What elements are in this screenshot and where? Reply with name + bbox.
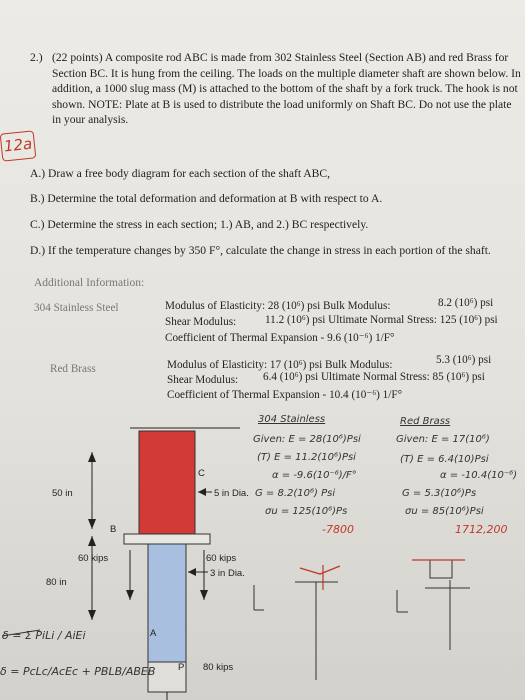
plate-b bbox=[124, 534, 210, 544]
problem-number: 2.) bbox=[30, 51, 43, 64]
steel-line2a: Shear Modulus: bbox=[165, 316, 237, 328]
steel-line2b: 11.2 (10⁶) psi Ultimate Normal Stress: 125 (10⁶) psi bbox=[265, 314, 498, 326]
brass-line2a: Shear Modulus: bbox=[167, 374, 239, 386]
note-brass-g: G = 5.3(10⁶)Ps bbox=[402, 488, 477, 499]
additional-info-heading: Additional Information: bbox=[34, 277, 145, 289]
brass-line2b: 6.4 (10⁶) psi Ultimate Normal Stress: 85 (10⁶) psi bbox=[263, 371, 485, 383]
question-d: D.) If the temperature changes by 350 F°, calculate the change in stress in each portion of the shaft. bbox=[30, 244, 491, 257]
load-left: 60 kips bbox=[78, 553, 109, 564]
steel-section bbox=[148, 544, 186, 662]
note-steel-g: G = 8.2(10⁶) Psi bbox=[255, 488, 336, 499]
steel-name: 304 Stainless Steel bbox=[34, 302, 119, 314]
note-steel-t: (T) E = 11.2(10⁶)Psi bbox=[257, 452, 356, 463]
note-eq2: δ = PcLc/AcEc + PBLB/ABEB bbox=[0, 665, 156, 678]
label-p: P bbox=[178, 662, 185, 673]
note-eq1: δ = Σ PiLi / AiEi bbox=[2, 629, 86, 642]
brass-name: Red Brass bbox=[50, 363, 96, 375]
brass-section bbox=[139, 431, 195, 535]
note-steel-given: Given: E = 28(10⁶)Psi bbox=[253, 434, 361, 445]
brass-line1b: 5.3 (10⁶) psi bbox=[436, 354, 492, 366]
brass-line3: Coefficient of Thermal Expansion - 10.4 (10⁻⁶) 1/F° bbox=[167, 389, 403, 401]
note-brass-alpha: α = -10.4(10⁻⁶) bbox=[440, 470, 518, 481]
question-c: C.) Determine the stress in each section; 1.) AB, and 2.) BC respectively. bbox=[30, 218, 369, 231]
note-steel-su: σu = 125(10⁶)Ps bbox=[265, 506, 348, 517]
dim-80: 80 in bbox=[46, 577, 67, 588]
question-a: A.) Draw a free body diagram for each section of the shaft ABC, bbox=[30, 167, 331, 180]
load-right: 60 kips bbox=[206, 553, 237, 564]
dia-3: 3 in Dia. bbox=[210, 568, 245, 579]
load-p: 80 kips bbox=[203, 662, 234, 673]
steel-line1b: 8.2 (10⁶) psi bbox=[438, 297, 494, 309]
dim-50: 50 in bbox=[52, 488, 73, 499]
note-brass-su: σu = 85(10⁶)Psi bbox=[405, 506, 484, 517]
label-c: C bbox=[198, 468, 205, 479]
brass-line1a: Modulus of Elasticity: 17 (10⁶) psi Bulk Modulus: bbox=[167, 359, 393, 371]
label-b: B bbox=[110, 524, 117, 535]
problem-text: (22 points) A composite rod ABC is made from 302 Stainless Steel (Section AB) and red Brass for Section BC. It is hung from the ceiling. The loads on the multiple diameter shaft are shown below. In addition, a 1000 slug mass (M) is attached to the bottom of the shaft by a fork truck. The hook is not shown. NOTE: Plate at B is used to distribute the load uniformly on Shaft BC. Do not use the plate in your analysis. bbox=[52, 51, 521, 127]
note-red-b: 1712,200 bbox=[455, 523, 508, 536]
note-steel-alpha: α = -9.6(10⁻⁶)/F° bbox=[272, 470, 357, 481]
note-brass-head: Red Brass bbox=[400, 416, 451, 427]
dia-5: 5 in Dia. bbox=[214, 488, 249, 499]
note-brass-t: (T) E = 6.4(10)Psi bbox=[400, 454, 489, 465]
score-text: 12a bbox=[3, 134, 34, 156]
steel-line3: Coefficient of Thermal Expansion - 9.6 (10⁻⁶) 1/F° bbox=[165, 332, 395, 344]
note-red-a: -7800 bbox=[322, 523, 354, 536]
label-a: A bbox=[150, 628, 157, 639]
note-brass-given: Given: E = 17(10⁶) bbox=[396, 434, 490, 445]
note-steel-head: 304 Stainless bbox=[258, 414, 326, 425]
question-b: B.) Determine the total deformation and deformation at B with respect to A. bbox=[30, 192, 383, 205]
steel-line1a: Modulus of Elasticity: 28 (10⁶) psi Bulk Modulus: bbox=[165, 300, 391, 312]
